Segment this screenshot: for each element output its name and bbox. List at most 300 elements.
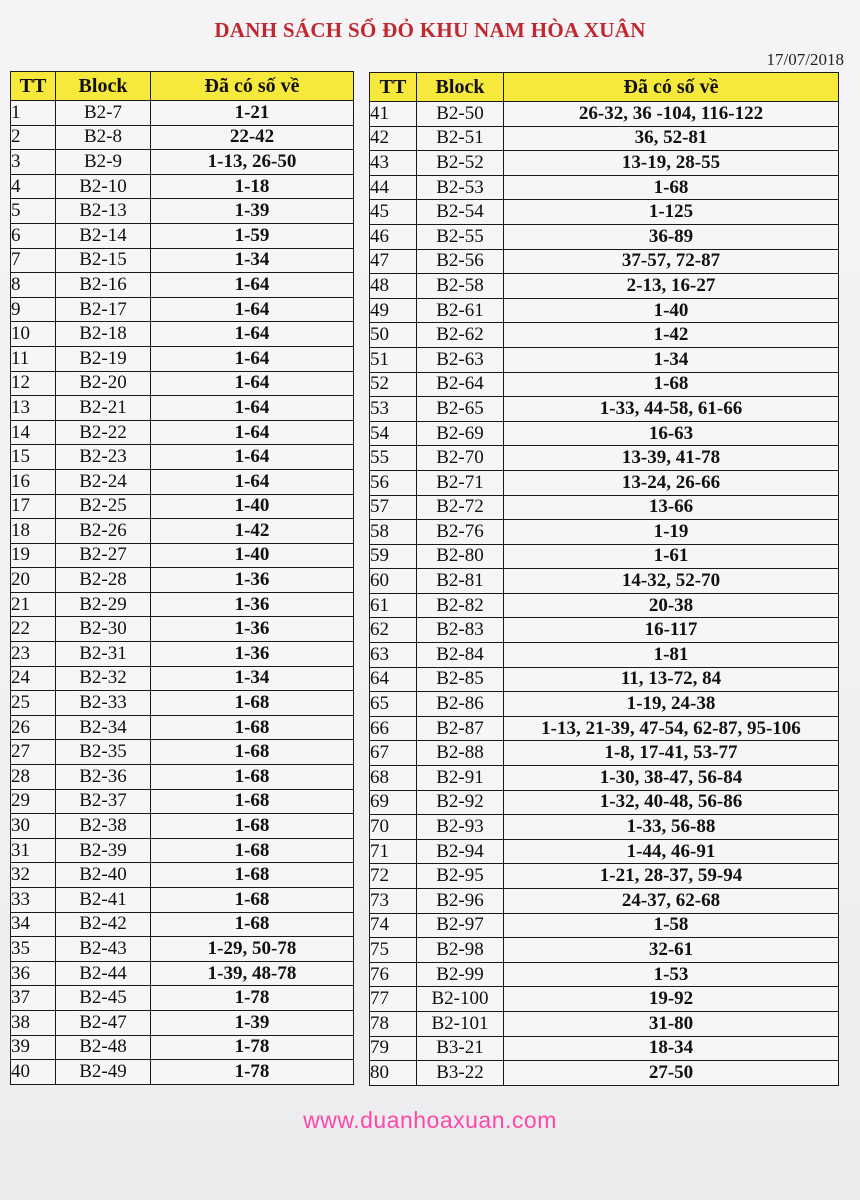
block-code: B2-20 <box>56 371 151 396</box>
row-number: 2 <box>11 125 56 150</box>
table-row <box>11 494 354 519</box>
table-row <box>370 1036 839 1061</box>
row-number: 56 <box>370 470 417 495</box>
row-number: 21 <box>11 592 56 617</box>
table-row <box>370 470 839 495</box>
issued-range: 1-18 <box>151 174 354 199</box>
table-row <box>370 520 839 545</box>
issued-range: 1-40 <box>151 543 354 568</box>
row-number: 44 <box>370 175 417 200</box>
table-row <box>370 692 839 717</box>
table-row <box>11 445 354 470</box>
block-code: B2-50 <box>417 102 504 127</box>
row-number: 64 <box>370 667 417 692</box>
table-row <box>11 1060 354 1085</box>
table-row <box>370 175 839 200</box>
row-number: 39 <box>11 1035 56 1060</box>
block-code: B2-93 <box>417 815 504 840</box>
row-number: 71 <box>370 839 417 864</box>
block-code: B2-41 <box>56 888 151 913</box>
issued-range: 1-68 <box>151 863 354 888</box>
row-number: 24 <box>11 666 56 691</box>
row-number: 22 <box>11 617 56 642</box>
row-number: 20 <box>11 568 56 593</box>
table-row <box>370 716 839 741</box>
block-code: B2-83 <box>417 618 504 643</box>
table-row <box>370 864 839 889</box>
row-number: 25 <box>11 691 56 716</box>
table-row <box>11 273 354 298</box>
table-header-row <box>11 72 354 101</box>
row-number: 40 <box>11 1060 56 1085</box>
block-code: B2-40 <box>56 863 151 888</box>
block-code: B3-22 <box>417 1061 504 1086</box>
issued-range: 32-61 <box>504 938 839 963</box>
issued-range: 1-78 <box>151 986 354 1011</box>
table-row <box>11 691 354 716</box>
block-code: B2-69 <box>417 421 504 446</box>
issued-range: 19-92 <box>504 987 839 1012</box>
issued-range: 11, 13-72, 84 <box>504 667 839 692</box>
row-number: 61 <box>370 593 417 618</box>
row-number: 51 <box>370 347 417 372</box>
row-number: 12 <box>11 371 56 396</box>
table-row <box>11 863 354 888</box>
website-url: www.duanhoaxuan.com <box>303 1107 557 1133</box>
row-number: 15 <box>11 445 56 470</box>
block-code: B2-26 <box>56 519 151 544</box>
row-number: 76 <box>370 962 417 987</box>
issued-range: 1-125 <box>504 200 839 225</box>
issued-range: 1-34 <box>504 347 839 372</box>
issued-range: 2-13, 16-27 <box>504 274 839 299</box>
header-block: Block <box>417 73 504 102</box>
table-row <box>370 151 839 176</box>
issued-range: 1-39 <box>151 1010 354 1035</box>
issued-range: 1-81 <box>504 643 839 668</box>
block-code: B2-98 <box>417 938 504 963</box>
block-code: B2-49 <box>56 1060 151 1085</box>
issued-range: 18-34 <box>504 1036 839 1061</box>
block-code: B2-35 <box>56 740 151 765</box>
table-row <box>11 666 354 691</box>
block-code: B2-76 <box>417 520 504 545</box>
block-code: B2-101 <box>417 1011 504 1036</box>
row-number: 4 <box>11 174 56 199</box>
header-block: Block <box>56 72 151 101</box>
row-number: 5 <box>11 199 56 224</box>
table-row <box>11 396 354 421</box>
block-code: B2-19 <box>56 346 151 371</box>
block-code: B2-87 <box>417 716 504 741</box>
issued-range: 1-64 <box>151 322 354 347</box>
row-number: 30 <box>11 814 56 839</box>
block-code: B2-44 <box>56 961 151 986</box>
issued-range: 1-68 <box>151 814 354 839</box>
table-row <box>370 790 839 815</box>
block-code: B2-37 <box>56 789 151 814</box>
header-tt: TT <box>11 72 56 101</box>
table-row <box>370 618 839 643</box>
issued-range: 1-39, 48-78 <box>151 961 354 986</box>
row-number: 67 <box>370 741 417 766</box>
header-tt: TT <box>370 73 417 102</box>
table-row <box>370 839 839 864</box>
row-number: 77 <box>370 987 417 1012</box>
row-number: 69 <box>370 790 417 815</box>
block-code: B2-70 <box>417 446 504 471</box>
block-code: B2-15 <box>56 248 151 273</box>
issued-range: 13-19, 28-55 <box>504 151 839 176</box>
issued-range: 24-37, 62-68 <box>504 889 839 914</box>
block-code: B2-82 <box>417 593 504 618</box>
table-row <box>11 986 354 1011</box>
block-code: B2-53 <box>417 175 504 200</box>
table-row <box>11 592 354 617</box>
table-row <box>11 519 354 544</box>
issued-range: 13-39, 41-78 <box>504 446 839 471</box>
table-row <box>370 249 839 274</box>
table-row <box>11 961 354 986</box>
table-row <box>11 371 354 396</box>
block-code: B2-36 <box>56 765 151 790</box>
row-number: 1 <box>11 101 56 126</box>
block-code: B2-85 <box>417 667 504 692</box>
row-number: 80 <box>370 1061 417 1086</box>
table-row <box>11 322 354 347</box>
block-code: B2-43 <box>56 937 151 962</box>
issued-range: 13-24, 26-66 <box>504 470 839 495</box>
issued-range: 1-58 <box>504 913 839 938</box>
issued-range: 31-80 <box>504 1011 839 1036</box>
issued-range: 1-68 <box>151 838 354 863</box>
row-number: 68 <box>370 766 417 791</box>
row-number: 36 <box>11 961 56 986</box>
issued-range: 1-68 <box>151 765 354 790</box>
block-code: B2-14 <box>56 223 151 248</box>
block-code: B2-21 <box>56 396 151 421</box>
block-code: B2-86 <box>417 692 504 717</box>
issued-range: 1-44, 46-91 <box>504 839 839 864</box>
block-code: B2-17 <box>56 297 151 322</box>
block-code: B2-33 <box>56 691 151 716</box>
table-row <box>370 397 839 422</box>
row-number: 65 <box>370 692 417 717</box>
issued-range: 27-50 <box>504 1061 839 1086</box>
table-row <box>370 593 839 618</box>
block-code: B2-64 <box>417 372 504 397</box>
issued-range: 1-40 <box>504 298 839 323</box>
issued-range: 1-13, 21-39, 47-54, 62-87, 95-106 <box>504 716 839 741</box>
table-row <box>11 937 354 962</box>
issued-range: 1-42 <box>504 323 839 348</box>
table-row <box>370 274 839 299</box>
table-row <box>11 346 354 371</box>
table-row <box>370 224 839 249</box>
block-code: B2-23 <box>56 445 151 470</box>
issued-range: 1-21 <box>151 101 354 126</box>
table-row <box>370 766 839 791</box>
block-code: B2-96 <box>417 889 504 914</box>
row-number: 72 <box>370 864 417 889</box>
row-number: 26 <box>11 715 56 740</box>
issued-range: 1-29, 50-78 <box>151 937 354 962</box>
row-number: 8 <box>11 273 56 298</box>
issued-range: 1-36 <box>151 592 354 617</box>
table-row <box>11 617 354 642</box>
issued-range: 1-64 <box>151 445 354 470</box>
issued-range: 1-64 <box>151 273 354 298</box>
table-row <box>370 667 839 692</box>
issued-range: 1-68 <box>504 175 839 200</box>
table-row <box>11 469 354 494</box>
block-code: B2-97 <box>417 913 504 938</box>
table-row <box>11 223 354 248</box>
block-code: B2-48 <box>56 1035 151 1060</box>
table-row <box>11 715 354 740</box>
block-code: B2-31 <box>56 642 151 667</box>
row-number: 45 <box>370 200 417 225</box>
header-range: Đã có số về <box>151 72 354 101</box>
table-row <box>11 765 354 790</box>
issued-range: 1-78 <box>151 1035 354 1060</box>
table-row <box>11 150 354 175</box>
issued-range: 1-8, 17-41, 53-77 <box>504 741 839 766</box>
row-number: 13 <box>11 396 56 421</box>
block-code: B2-39 <box>56 838 151 863</box>
block-code: B2-28 <box>56 568 151 593</box>
row-number: 53 <box>370 397 417 422</box>
table-row <box>11 1010 354 1035</box>
block-code: B2-38 <box>56 814 151 839</box>
issued-range: 1-68 <box>151 691 354 716</box>
table-row <box>370 372 839 397</box>
block-code: B2-54 <box>417 200 504 225</box>
table-body-left <box>11 101 354 1085</box>
row-number: 48 <box>370 274 417 299</box>
issued-range: 1-42 <box>151 519 354 544</box>
row-number: 62 <box>370 618 417 643</box>
issued-range: 1-64 <box>151 420 354 445</box>
block-code: B2-10 <box>56 174 151 199</box>
issued-range: 1-36 <box>151 617 354 642</box>
table-row <box>370 569 839 594</box>
block-code: B2-45 <box>56 986 151 1011</box>
row-number: 18 <box>11 519 56 544</box>
row-number: 11 <box>11 346 56 371</box>
block-code: B2-24 <box>56 469 151 494</box>
block-code: B2-81 <box>417 569 504 594</box>
block-code: B2-95 <box>417 864 504 889</box>
row-number: 75 <box>370 938 417 963</box>
document-date: 17/07/2018 <box>766 50 844 69</box>
issued-range: 1-64 <box>151 396 354 421</box>
row-number: 3 <box>11 150 56 175</box>
table-row <box>11 888 354 913</box>
issued-range: 16-117 <box>504 618 839 643</box>
row-number: 23 <box>11 642 56 667</box>
issued-range: 1-61 <box>504 544 839 569</box>
row-number: 66 <box>370 716 417 741</box>
issued-range: 1-64 <box>151 297 354 322</box>
block-code: B2-61 <box>417 298 504 323</box>
issued-range: 14-32, 52-70 <box>504 569 839 594</box>
row-number: 57 <box>370 495 417 520</box>
issued-range: 1-30, 38-47, 56-84 <box>504 766 839 791</box>
row-number: 35 <box>11 937 56 962</box>
row-number: 38 <box>11 1010 56 1035</box>
block-code: B2-91 <box>417 766 504 791</box>
issued-range: 1-19, 24-38 <box>504 692 839 717</box>
table-row <box>11 199 354 224</box>
issued-range: 16-63 <box>504 421 839 446</box>
table-body-right <box>370 102 839 1086</box>
table-row <box>370 298 839 323</box>
block-code: B2-55 <box>417 224 504 249</box>
row-number: 19 <box>11 543 56 568</box>
table-row <box>11 125 354 150</box>
issued-range: 1-68 <box>504 372 839 397</box>
row-number: 6 <box>11 223 56 248</box>
block-code: B2-9 <box>56 150 151 175</box>
issued-range: 1-33, 44-58, 61-66 <box>504 397 839 422</box>
row-number: 58 <box>370 520 417 545</box>
issued-range: 1-68 <box>151 888 354 913</box>
table-header-row <box>370 73 839 102</box>
row-number: 41 <box>370 102 417 127</box>
table-row <box>11 543 354 568</box>
block-code: B2-80 <box>417 544 504 569</box>
issued-range: 37-57, 72-87 <box>504 249 839 274</box>
issued-range: 1-68 <box>151 912 354 937</box>
issued-range: 1-34 <box>151 666 354 691</box>
issued-range: 1-34 <box>151 248 354 273</box>
block-code: B2-25 <box>56 494 151 519</box>
block-code: B2-94 <box>417 839 504 864</box>
row-number: 63 <box>370 643 417 668</box>
table-row <box>11 912 354 937</box>
block-code: B2-52 <box>417 151 504 176</box>
issued-range: 1-36 <box>151 642 354 667</box>
page-title: DANH SÁCH SỔ ĐỎ KHU NAM HÒA XUÂN <box>214 18 646 42</box>
row-number: 73 <box>370 889 417 914</box>
block-code: B2-7 <box>56 101 151 126</box>
table-row <box>370 913 839 938</box>
issued-range: 1-64 <box>151 371 354 396</box>
row-number: 54 <box>370 421 417 446</box>
row-number: 42 <box>370 126 417 151</box>
block-code: B2-34 <box>56 715 151 740</box>
row-number: 52 <box>370 372 417 397</box>
row-number: 9 <box>11 297 56 322</box>
table-row <box>370 938 839 963</box>
issued-range: 36-89 <box>504 224 839 249</box>
table-row <box>370 741 839 766</box>
block-code: B2-62 <box>417 323 504 348</box>
issued-range: 1-40 <box>151 494 354 519</box>
row-number: 79 <box>370 1036 417 1061</box>
table-row <box>11 101 354 126</box>
block-code: B2-51 <box>417 126 504 151</box>
issued-range: 1-13, 26-50 <box>151 150 354 175</box>
row-number: 14 <box>11 420 56 445</box>
row-number: 74 <box>370 913 417 938</box>
table-row <box>370 643 839 668</box>
block-code: B2-100 <box>417 987 504 1012</box>
table-row <box>11 838 354 863</box>
row-number: 78 <box>370 1011 417 1036</box>
issued-range: 1-78 <box>151 1060 354 1085</box>
row-number: 60 <box>370 569 417 594</box>
block-code: B2-32 <box>56 666 151 691</box>
table-row <box>370 962 839 987</box>
issued-range: 1-68 <box>151 740 354 765</box>
row-number: 37 <box>11 986 56 1011</box>
block-code: B2-58 <box>417 274 504 299</box>
issued-range: 36, 52-81 <box>504 126 839 151</box>
row-number: 50 <box>370 323 417 348</box>
row-number: 17 <box>11 494 56 519</box>
table-row <box>11 789 354 814</box>
block-code: B3-21 <box>417 1036 504 1061</box>
issued-range: 26-32, 36 -104, 116-122 <box>504 102 839 127</box>
issued-range: 1-21, 28-37, 59-94 <box>504 864 839 889</box>
issued-range: 20-38 <box>504 593 839 618</box>
issued-range: 1-59 <box>151 223 354 248</box>
table-row <box>370 446 839 471</box>
block-code: B2-71 <box>417 470 504 495</box>
issued-range: 1-39 <box>151 199 354 224</box>
issued-range: 1-68 <box>151 715 354 740</box>
table-row <box>11 1035 354 1060</box>
table-row <box>370 987 839 1012</box>
block-code: B2-92 <box>417 790 504 815</box>
row-number: 49 <box>370 298 417 323</box>
row-number: 27 <box>11 740 56 765</box>
block-code: B2-22 <box>56 420 151 445</box>
row-number: 7 <box>11 248 56 273</box>
issued-range: 1-68 <box>151 789 354 814</box>
block-code: B2-18 <box>56 322 151 347</box>
issued-range: 1-64 <box>151 469 354 494</box>
block-code: B2-99 <box>417 962 504 987</box>
block-code: B2-72 <box>417 495 504 520</box>
table-row <box>11 642 354 667</box>
block-code: B2-63 <box>417 347 504 372</box>
table-row <box>11 814 354 839</box>
table-row <box>370 421 839 446</box>
row-number: 33 <box>11 888 56 913</box>
block-code: B2-88 <box>417 741 504 766</box>
table-row <box>11 740 354 765</box>
table-row <box>370 495 839 520</box>
block-code: B2-13 <box>56 199 151 224</box>
table-row <box>370 347 839 372</box>
table-row <box>370 323 839 348</box>
issued-range: 1-53 <box>504 962 839 987</box>
row-number: 32 <box>11 863 56 888</box>
block-code: B2-30 <box>56 617 151 642</box>
block-code: B2-56 <box>417 249 504 274</box>
block-table-left <box>10 71 354 1085</box>
table-row <box>11 297 354 322</box>
row-number: 46 <box>370 224 417 249</box>
table-row <box>11 420 354 445</box>
row-number: 55 <box>370 446 417 471</box>
block-table-right <box>369 72 839 1086</box>
block-code: B2-42 <box>56 912 151 937</box>
issued-range: 1-64 <box>151 346 354 371</box>
